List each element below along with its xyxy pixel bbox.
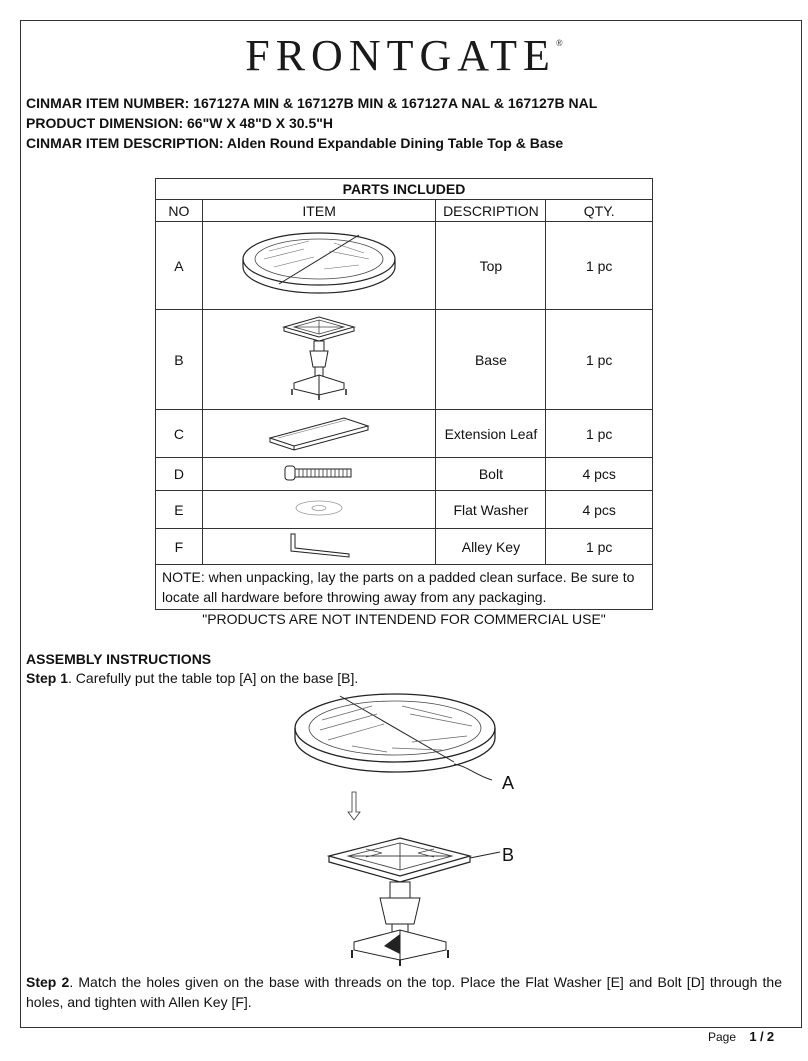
header-description: DESCRIPTION [436, 200, 546, 222]
part-image [202, 458, 436, 491]
item-description: CINMAR ITEM DESCRIPTION: Alden Round Expandable Dining Table Top & Base [26, 135, 564, 151]
part-qty: 4 pcs [546, 491, 653, 529]
step-2-label: Step 2 [26, 974, 70, 990]
table-row [156, 529, 653, 565]
part-qty: 1 pc [546, 222, 653, 310]
table-row [156, 491, 653, 529]
header-qty: QTY. [546, 200, 653, 222]
part-no: B [156, 310, 203, 410]
table-row [156, 458, 653, 491]
arrow-down-icon [346, 790, 362, 822]
flat-washer-icon [294, 500, 344, 516]
part-no: E [156, 491, 203, 529]
callout-b: B [502, 845, 515, 865]
part-image [202, 491, 436, 529]
extension-leaf-icon [264, 414, 374, 450]
table-row [156, 410, 653, 458]
part-image [202, 529, 436, 565]
part-description: Top [436, 222, 546, 310]
part-image [202, 310, 436, 410]
page-number: Page 1 / 2 [708, 1029, 775, 1044]
part-qty: 1 pc [546, 410, 653, 458]
part-description: Flat Washer [436, 491, 546, 529]
table-base-illustration [324, 834, 494, 966]
item-number: CINMAR ITEM NUMBER: 167127A MIN & 167127B MIN & 167127A NAL & 167127B NAL [26, 95, 598, 111]
parts-table-title: PARTS INCLUDED [156, 179, 653, 200]
part-description: Extension Leaf [436, 410, 546, 458]
step-1 [26, 670, 358, 686]
part-qty: 1 pc [546, 529, 653, 565]
step-2 [26, 972, 782, 1012]
part-qty: 4 pcs [546, 458, 653, 491]
part-description: Bolt [436, 458, 546, 491]
assembly-title: ASSEMBLY INSTRUCTIONS [26, 651, 212, 667]
part-qty: 1 pc [546, 310, 653, 410]
product-dimension: PRODUCT DIMENSION: 66"W X 48"D X 30.5"H [26, 115, 333, 131]
table-row [156, 222, 653, 310]
allen-key-icon [287, 532, 351, 558]
part-no: F [156, 529, 203, 565]
table-top-illustration [292, 692, 512, 778]
header-item: ITEM [202, 200, 436, 222]
table-row [156, 310, 653, 410]
part-no: A [156, 222, 203, 310]
step-2-text: . Match the holes given on the base with threads on the top. Place the Flat Washer [E] and Bolt [D] through the holes, and tighten with Allen Key [F]. [26, 974, 783, 1010]
part-no: C [156, 410, 203, 458]
part-description: Alley Key [436, 529, 546, 565]
part-image [202, 222, 436, 310]
unpacking-note: NOTE: when unpacking, lay the parts on a padded clean surface. Be sure to locate all hardware before throwing away from any packaging. [156, 565, 653, 610]
brand-logo: FRONTGATE® [245, 31, 563, 80]
step-1-text: . Carefully put the table top [A] on the base [B]. [68, 670, 359, 686]
bolt-icon [283, 465, 355, 481]
part-image [202, 410, 436, 458]
parts-table [155, 178, 653, 610]
commercial-use-disclaimer: "PRODUCTS ARE NOT INTENDEND FOR COMMERCIAL USE" [202, 611, 606, 627]
step-1-label: Step 1 [26, 670, 69, 686]
table-top-icon [239, 229, 399, 299]
header-no: NO [156, 200, 203, 222]
part-description: Base [436, 310, 546, 410]
part-no: D [156, 458, 203, 491]
callout-a: A [502, 773, 515, 793]
table-base-icon [274, 315, 364, 401]
